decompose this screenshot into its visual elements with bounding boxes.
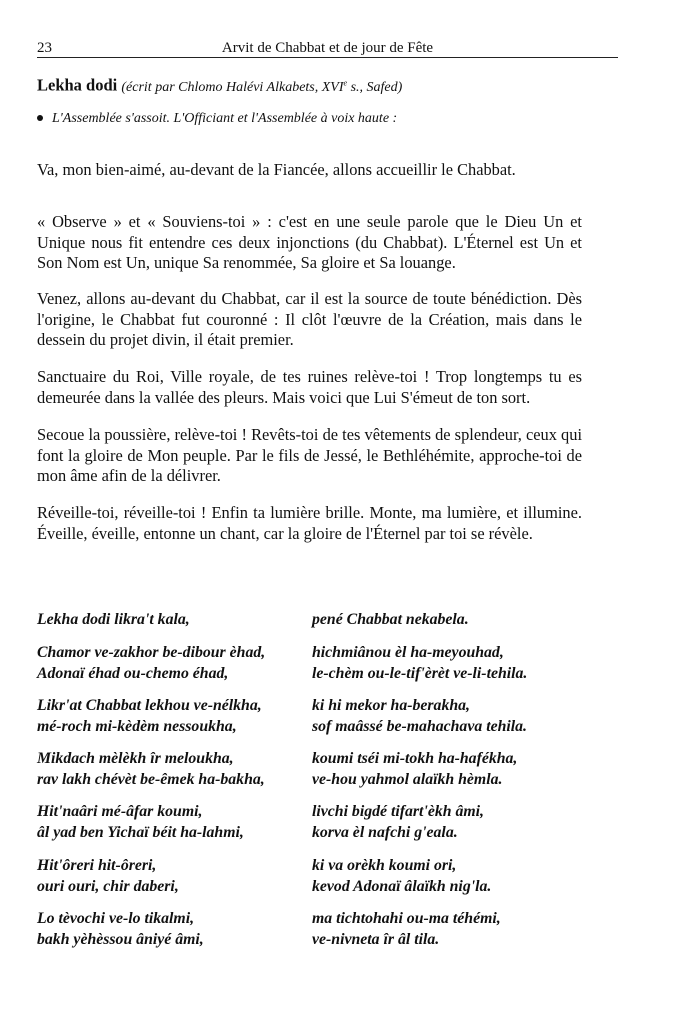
translit-right-stanza-3 [312,749,517,790]
translit-line: Lekha dodi likra't kala, [37,611,190,628]
translit-left-stanza-2 [37,696,262,737]
attribution-text: (écrit par Chlomo Halévi Alkabets, XVI [121,79,344,95]
paragraph-stanza-4: Secoue la poussière, relève-toi ! Revêts-toi de tes vêtements de splendeur, ceux qui font la gloire de Mon peuple. Par le fils de Jessé, le Bethléhémite, approche-toi de mon âme afin de la délivrer. [37,425,582,485]
translit-left-stanza-6 [37,909,204,950]
translit-line: Hit'naâri mé-âfar koumi, [37,803,203,820]
translit-left-stanza-3 [37,749,265,790]
translit-line: Lo tèvochi ve-lo tikalmi, [37,910,195,927]
translit-line: ve-hou yahmol alaïkh hèmla. [312,770,503,788]
section-title [37,72,402,99]
translit-right-stanza-1 [312,643,527,684]
running-title: Arvit de Chabbat et de jour de Fête [221,40,434,56]
translit-right-stanza-2 [312,696,527,737]
page-number: 23 [37,40,52,56]
translit-right-stanza-5 [312,856,491,897]
translit-right-stanza-4 [312,802,484,843]
translit-right-stanza-6 [312,909,501,950]
translit-line: ouri ouri, chir daberi, [37,877,179,895]
paragraph-stanza-5: Réveille-toi, réveille-toi ! Enfin ta lumière brille. Monte, ma lumière, et illumine. Éveille, éveille, entonne un chant, car la gloire de l'Éternel par toi se révèle. [37,503,582,543]
rubric [37,110,397,128]
translit-line: Adonaï éhad ou-chemo éhad, [37,664,229,682]
translit-line: ki va orèkh koumi ori, [312,857,457,874]
translit-line: le-chèm ou-le-tif'èrèt ve-li-tehila. [312,664,528,682]
translit-line: ma tichtohahi ou-ma téhémi, [312,910,501,927]
rubric-text: L'Assemblée s'assoit. L'Officiant et l'Assemblée à voix haute : [52,111,398,126]
paragraph-stanza-2: Venez, allons au-devant du Chabbat, car il est la source de toute bénédiction. Dès l'origine, le Chabbat fut couronné : Il clôt l'œuvre de la Création, mais dans le dessein du projet divin, il était premier. [37,289,582,349]
running-header [37,38,618,58]
translit-line: livchi bigdé tifart'èkh âmi, [312,803,484,820]
section-title-attribution [121,80,402,95]
translit-line: kevod Adonaï âlaïkh nig'la. [312,877,492,895]
translit-line: ve-nivneta îr âl tila. [312,930,440,948]
translit-line: Hit'ôreri hit-ôreri, [37,857,157,874]
paragraph-stanza-3: Sanctuaire du Roi, Ville royale, de tes ruines relève-toi ! Trop longtemps tu es demeurée dans la vallée des pleurs. Mais voici que Lui S'émeut de ton sort. [37,367,582,407]
translit-line: Chamor ve-zakhor be-dibour èhad, [37,644,266,661]
translit-line: sof maâssé be-mahachava tehila. [312,717,528,735]
translit-left-stanza-1 [37,643,265,684]
paragraph-stanza-1: « Observe » et « Souviens-toi » : c'est en une seule parole que le Dieu Un et Unique nous fit entendre ces deux injonctions (du Chabbat). L'Éternel est Un et Son Nom est Un, unique Sa renommée, Sa gloire et Sa louange. [37,212,582,272]
translit-line: korva èl nafchi g'eala. [312,823,458,841]
translit-line: rav lakh chévèt be-êmek ha-bakha, [37,770,265,788]
translit-line: Mikdach mèlèkh îr meloukha, [37,750,234,767]
paragraph-refrain: Va, mon bien-aimé, au-devant de la Fiancée, allons accueillir le Chabbat. [37,160,516,179]
section-title-main: Lekha dodi [37,75,118,95]
header-rule [37,57,618,58]
translit-line: mé-roch mi-kèdèm nessoukha, [37,717,237,735]
translit-line: âl yad ben Yichaï béit ha-lahmi, [37,823,244,841]
translit-line: pené Chabbat nekabela. [312,611,469,628]
bullet-icon [37,115,43,121]
translit-line: ki hi mekor ha-berakha, [312,697,470,714]
translit-left-stanza-5 [37,856,179,897]
translit-right-refrain [312,610,469,631]
attribution-end: s., Safed) [347,79,403,95]
century-superscript: e [343,78,348,87]
translit-line: Likr'at Chabbat lekhou ve-nélkha, [37,697,262,714]
translit-left-refrain [37,610,190,631]
translit-line: hichmiânou èl ha-meyouhad, [312,644,504,661]
translit-left-stanza-4 [37,802,244,843]
translit-line: bakh yèhèssou âniyé âmi, [37,930,204,948]
translit-line: koumi tséi mi-tokh ha-hafékha, [312,750,518,767]
